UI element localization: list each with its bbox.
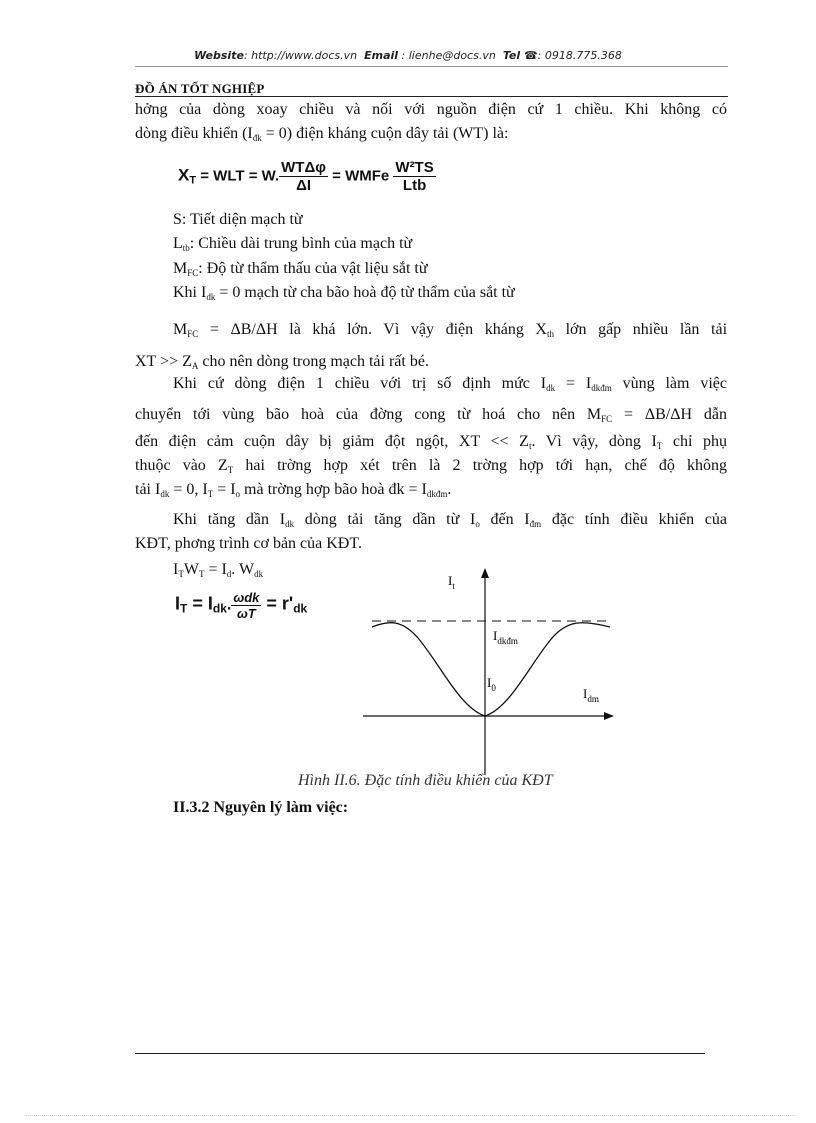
p2-line1: $M_{FC} = \Delta B/\Delta H$ là khá lớn. Vì vậy điện kháng $X_{th}$ lớn gấp nhiều lần tải	[173, 321, 728, 339]
characteristic-curve	[372, 623, 610, 716]
p1-line2: dòng điều khiển $(I_{đk} = 0)$ điện kháng cuộn dây tải (WT) là:	[135, 125, 509, 144]
paragraph-3	[135, 372, 727, 502]
p4-line2: KĐT, phơng trình cơ bản của KĐT.	[135, 535, 362, 553]
section-heading: II.3.2 Nguyên lý làm việc:	[173, 799, 349, 816]
p3-line2: chuyển tới vùng bão hoà của đờng cong từ hoá cho nên $M_{FC} = \Delta B/\Delta H$ dẫn	[135, 406, 728, 425]
p2-line2: XT >> $Z_A$ cho nên dòng trong mạch tải rất bé.	[135, 353, 429, 372]
p3-line3: đến điện cảm cuộn dây bị giảm đột ngột, XT << $Z_t$. Vì vậy, dòng $I_T$ chỉ phụ	[135, 432, 728, 451]
y-axis-arrow	[481, 568, 489, 578]
equation-xt: $X_T$ = WLT = W. $\frac{\text{WTΔφ}}{\Delta I}$ = WMFe $\frac{\text{W²TS}}{\text{Ltb}}$	[178, 159, 434, 194]
paragraph-2	[135, 318, 727, 375]
equation-itwt: $I_TW_T = I_d$. $W_{dk}$	[173, 561, 264, 579]
p3-line1: Khi cứ dòng điện 1 chiều với trị số định mức $I_{dk} = I_{dkđm}$ vùng làm việc	[173, 375, 728, 393]
figure-caption: Hình II.6. Đặc tính điều khiển của KĐT	[298, 772, 553, 789]
idkdm-label: $I_{dkđm}$	[493, 628, 518, 646]
def-khi: Khi $I_{dk} = 0$ mạch từ cha bão hoà độ từ thẩm của sắt từ	[173, 283, 515, 302]
page-header	[0, 49, 816, 62]
def-s: S: Tiết diện mạch từ	[173, 211, 303, 228]
x-axis-label: $I_{dm}$	[583, 686, 599, 704]
header-rule	[135, 66, 728, 67]
def-mfc: $M_{FC}$: Độ từ thẩm thấu của vật liệu sắt từ	[173, 259, 428, 278]
website-label: Website	[194, 49, 244, 62]
title-rule	[135, 96, 728, 97]
p3-line4: thuộc vào $Z_T$ hai trờng hợp xét trên là 2 trờng hợp tới hạn, chế độ không	[135, 456, 728, 475]
p3-line5: tải $I_{dk} = 0$, $I_T = I_o$ mà trờng hợp bão hoà đk = $I_{dkđm}$.	[135, 481, 452, 500]
doc-title: ĐỒ ÁN TỐT NGHIỆP	[135, 81, 265, 96]
p1-line1: hởng của dòng xoay chiều và nối với nguồn điện cứ 1 chiều. Khi không có	[135, 101, 727, 118]
tel-number: : 0918.775.368	[537, 49, 622, 62]
def-ltb: $L_{tb}$: Chiều dài trung bình của mạch từ	[173, 235, 413, 254]
fraction-2: $\frac{\text{W²TS}}{\text{Ltb}}$	[395, 159, 434, 194]
y-axis-label: $I_t$	[448, 573, 455, 591]
fraction-omega: $\frac{\text{ωdk}}{\omega T}$	[233, 590, 260, 621]
email-label: Email	[364, 49, 399, 62]
website-url[interactable]: : http://www.docs.vn	[243, 49, 358, 62]
p4-line1: Khi tăng dần $I_{dk}$ dòng tải tăng dần từ $I_o$ đến $I_{đm}$ đặc tính điều khiển của	[173, 511, 728, 529]
paragraph-4	[135, 508, 727, 557]
page-edge-dots	[25, 1115, 795, 1116]
tel-label: Tel ☎	[502, 49, 538, 62]
email-address[interactable]: : lienhe@docs.vn	[401, 49, 496, 62]
footer-rule	[135, 1053, 705, 1054]
fraction-1: $\frac{\text{WTΔφ}}{\Delta I}$	[281, 159, 326, 194]
equation-it: $I_T = I_{dk}$. $\frac{\text{ωdk}}{\omega T}$ = $r'_{dk}$	[175, 590, 308, 621]
x-axis-arrow	[604, 712, 614, 720]
definitions	[135, 208, 727, 305]
control-characteristic-graph	[330, 560, 630, 775]
i0-label: $I_0$	[487, 675, 496, 693]
paragraph-1	[135, 98, 727, 147]
